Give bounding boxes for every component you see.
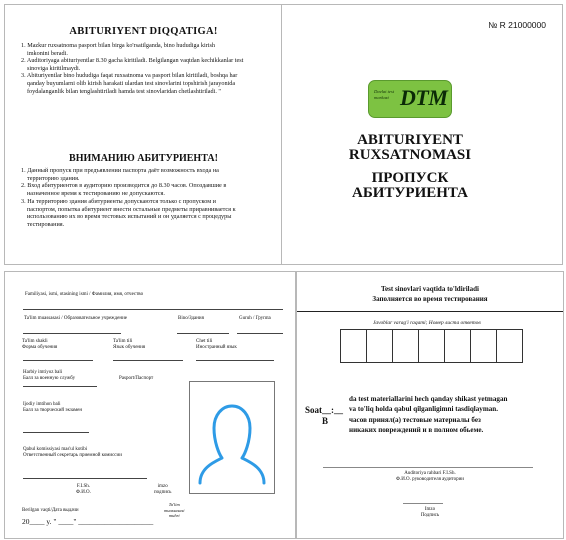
rule-line: 1. Данный пропуск при предъявлении паспорта даёт возможность входа на	[21, 167, 219, 174]
digit-cell	[418, 329, 445, 363]
issue-date-label: Berilgan vaqti/Дата выдачи	[22, 508, 79, 513]
record-signature-label: Imzo Подпись	[420, 507, 440, 518]
pass-title-ru: ПРОПУСК АБИТУРИЕНТА	[351, 170, 469, 201]
foreign-lang-label: Chet tili Иностранный язык	[196, 339, 237, 350]
pass-title-uz: ABITURIYENT RUXSATNOMASI	[348, 132, 472, 163]
military-score-label: Harbiy imtiyoz bali Балл за военную службу	[23, 370, 76, 381]
digit-cell	[340, 329, 367, 363]
rule-line: 1. Mazkur ruxsatnoma pasport bilan birga ko'rsatilganda, bino hududiga kirish	[21, 42, 215, 49]
notice-title-ru: ВНИМАНИЮ АБИТУРИЕНТА!	[69, 153, 218, 164]
issue-date-line: 20____ y. " ____" ____________________	[22, 517, 154, 526]
rule-line: тестирования.	[27, 220, 65, 228]
notice-rules-ru	[21, 167, 281, 229]
logo-text: DTM	[400, 85, 448, 110]
rule-line: 2. Auditoriyaga abituriyentlar 8.30 gacha kiritiladi. Belgilangan vaqtdan kechikkanlar test	[21, 57, 244, 65]
study-form-line	[23, 360, 93, 361]
answer-sheet-label: Javoblar varag'i raqami; Номер листа ответов	[373, 320, 481, 326]
rule-line: назначенное время к тестированию не допускаются.	[27, 190, 165, 198]
rule-line: imkonini beradi.	[27, 49, 68, 57]
dtm-logo	[368, 80, 452, 118]
signature-line	[403, 503, 443, 504]
auditor-label: Auditoriya rahbari F.I.Sh. Ф.И.О. руководителя аудитории	[396, 471, 464, 482]
acceptance-statement: da test materiallarini hech qanday shikast yetmagan va to'liq holda qabul qilganligimni tasdiqlayman. часов принял(а) тестовые материалы без никаких повреждений и в полном обьеме.	[349, 395, 508, 434]
rule-line: 3. Abituriyentlar bino hududiga faqat ruxsatnoma va pasport bilan kiritiladi, boshqa har	[21, 72, 238, 80]
time-label: Soat__:__	[305, 405, 343, 415]
group-label: Guruh / Группа	[239, 316, 271, 321]
digit-cell	[366, 329, 393, 363]
secretary-line	[23, 478, 147, 479]
passport-label: Pasport/Паспорт	[119, 376, 154, 381]
signature-label: imzo подпись	[154, 484, 172, 495]
record-header-uz: Test sinovlari vaqtida to'ldiriladi	[381, 285, 479, 293]
creative-line	[23, 432, 89, 433]
header-divider	[297, 311, 563, 312]
study-lang-label: Ta'lim tili Язык обучения	[113, 339, 146, 350]
rule-line: sinoviga kiritilmaydi.	[27, 64, 81, 72]
person-silhouette-icon	[190, 382, 274, 493]
applicant-form-panel	[4, 271, 296, 539]
notice-title-uz: ABITURIYENT DIQQATIGA!	[69, 26, 218, 37]
rule-line: территорию здания.	[27, 174, 80, 182]
building-label: Bino/Здания	[178, 316, 204, 321]
auditor-line	[323, 467, 533, 468]
notice-rules-uz	[21, 42, 281, 95]
institution-stamp-label: Ta'lim muassasasi muhri	[164, 502, 185, 518]
logo-script: Davlat test markazi	[374, 89, 395, 100]
study-lang-line	[113, 360, 183, 361]
creative-score-label: Ijodiy imtihon bali Балл за творческий экзамен	[23, 402, 83, 413]
fio-label: Familiyasi, ismi, otasining ismi / Фамилия, имя, отчество	[25, 292, 144, 297]
digit-cell	[496, 329, 523, 363]
fio-short-label: F.I.Sh. Ф.И.О.	[76, 484, 91, 495]
serial-number: № R 21000000	[488, 20, 546, 30]
institution-line	[23, 333, 121, 334]
military-line	[23, 386, 97, 387]
digit-cell	[470, 329, 497, 363]
building-line	[177, 333, 229, 334]
fio-line	[23, 309, 283, 310]
time-suffix: B	[322, 416, 329, 426]
test-record-panel	[296, 271, 564, 539]
notice-panel	[4, 4, 283, 265]
rule-line: foydalanganlik bilan tenglashtiriladi hamda test sinovlaridan chetlashtiriladi. "	[27, 87, 221, 95]
record-header-ru: Заполняется во время тестирования	[372, 295, 488, 303]
photo-placeholder	[189, 381, 275, 494]
answer-sheet-digits	[340, 329, 522, 361]
secretary-label: Qabul komissiyasi mas'ul kotibi Ответственный секретарь приемной комиссии	[23, 447, 122, 458]
digit-cell	[444, 329, 471, 363]
foreign-lang-line	[196, 360, 274, 361]
pass-cover-panel	[281, 4, 563, 265]
rule-line: использованию их во время тестовых испытаний и он удаляется с процедуры	[27, 213, 232, 221]
institution-label: Ta'lim muassasasi / Образовательное учреждение	[24, 316, 127, 321]
group-line	[237, 333, 283, 334]
study-form-label: Ta'lim shakli Форма обучения	[22, 339, 58, 350]
rule-line: паспортом, попытка абитуриент внести остальные предметы приравнивается к	[27, 205, 236, 213]
rule-line: qanday buyumlarni olib kirish harakati ulardan test sinovlarini topshirish jarayonida	[27, 79, 236, 87]
rule-line: 2. Вход абитуриентов в аудиторию производится до 8.30 часов. Опоздавшие в	[21, 182, 227, 190]
digit-cell	[392, 329, 419, 363]
rule-line: 3. На территорию здания абитуриенты допускаются только с пропуском и	[21, 197, 216, 205]
